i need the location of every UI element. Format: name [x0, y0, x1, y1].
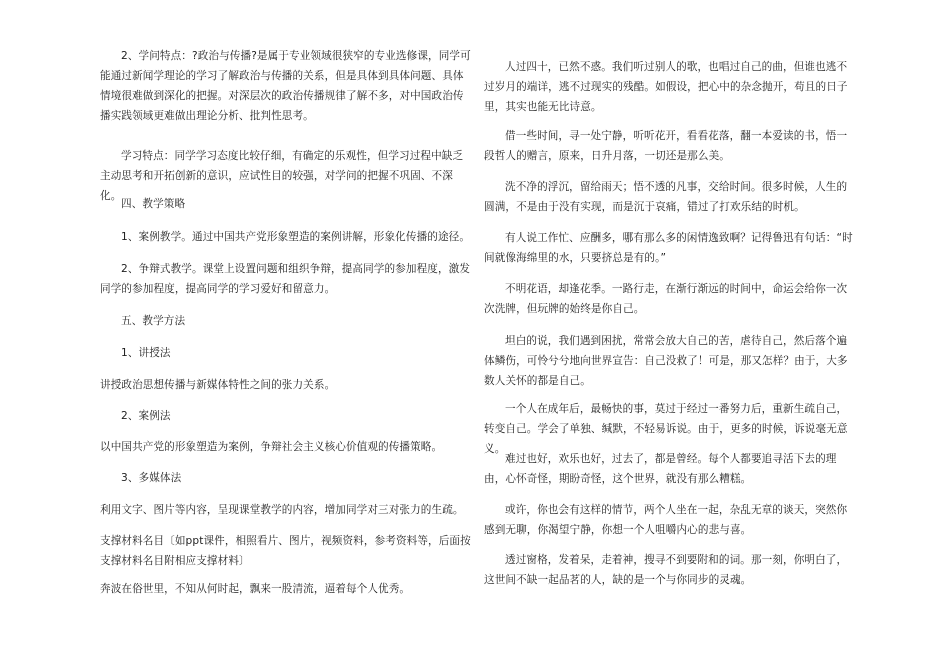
paragraph: 难过也好，欢乐也好，过去了，都是曾经。每个人都要追寻活下去的理由，心怀奇怪，期盼奇怪，这个世界，就没有那么糟糕。: [484, 453, 837, 485]
subheading: 2、案例法: [121, 410, 171, 422]
paragraph: 1、案例教学。通过中国共产党形象塑造的案例讲解，形象化传播的途径。: [121, 231, 471, 243]
paragraph: 坦白的说，我们遇到困扰，常常会放大自己的苦，虐待自己，然后落个遍体鳞伤，可怜兮兮地向世界宣告：自己没救了！可是，那又怎样？由于，大多数人关怀的都是自己。: [484, 335, 848, 387]
paragraph: 洗不净的浮沉，留给雨天；悟不透的凡事，交给时间。很多时候，人生的圆满，不是由于没有实现，而是沉于哀痛，错过了打欢乐结的时机。: [484, 181, 848, 213]
paragraph: 人过四十，已然不惑。我们听过别人的歌，也唱过自己的曲，但谁也逃不过岁月的端详，逃不过现实的残酷。如假设，把心中的杂念抛开，苟且的日子里，其实也能无比诗意。: [484, 61, 848, 113]
section-heading: 五、教学方法: [121, 315, 186, 327]
paragraph: 一个人在成年后，最畅快的事，莫过于经过一番努力后，重新生疏自己，转变自己。学会了单独、缄默，不轻易诉说。由于，更多的时候，诉说毫无意义。: [484, 403, 848, 455]
paragraph: 透过窗格，发着呆，走着神，搜寻不到要附和的词。那一刻，你明白了，这世间不缺一起品茗的人，缺的是一个与你同步的灵魂。: [484, 554, 848, 586]
paragraph: 不明花语，却逢花季。一路行走，在渐行渐远的时间中，命运会给你一次次洗牌，但玩牌的始终是你自己。: [484, 283, 848, 315]
paragraph: 或许，你也会有这样的情节，两个人坐在一起，杂乱无章的谈天，突然你感到无聊，你渴望宁静，你想一个人咀嚼内心的悲与喜。: [484, 504, 848, 536]
paragraph: 2、学问特点：?政治与传播?是属于专业领域很狭窄的专业选修课，同学可能通过新闻学理论的学习了解政治与传播的关系，但是具体到具体问题、具体情境很难做到深化的把握。对深层次的政治传播规律了解不多，对中国政治传播实践领域更难做出理论分析、批判性思考。: [100, 50, 471, 122]
paragraph: 借一些时间，寻一处宁静，听听花开，看看花落，翻一本爱读的书，悟一段哲人的赠言，原来，日升月落，一切还是那么美。: [484, 130, 848, 162]
paragraph: 学习特点：同学学习态度比较仔细，有确定的乐观性，但学习过程中缺乏主动思考和开拓创新的意识，应试性目的较强，对学问的把握不巩固、不深化。: [100, 150, 464, 202]
section-heading: 四、教学策略: [121, 198, 186, 210]
paragraph: 以中国共产党的形象塑造为案例，争辩社会主义核心价值观的传播策略。: [100, 441, 443, 453]
paragraph: 有人说工作忙、应酬多，哪有那么多的闲情逸致啊？记得鲁迅有句话：“时间就像海绵里的水，只要挤总是有的。”: [484, 232, 853, 264]
paragraph: 讲授政治思想传播与新媒体特性之间的张力关系。: [100, 379, 336, 391]
subheading: 1、讲授法: [121, 347, 171, 359]
subheading: 3、多媒体法: [121, 472, 182, 484]
paragraph: 支撑材料名目〔如ppt课件，相照看片、图片，视频资料，参考资料等，后面按支撑材料名目附相应支撑材料〕: [100, 535, 471, 567]
paragraph: 利用文字、图片等内容，呈现课堂教学的内容，增加同学对三对张力的生疏。: [100, 504, 464, 516]
paragraph: 奔波在俗世里，不知从何时起，飘来一股清流，逼着每个人优秀。: [100, 583, 411, 595]
paragraph: 2、争辩式教学。课堂上设置问题和组织争辩，提高同学的参加程度，激发同学的参加程度，提高同学的学习爱好和留意力。: [100, 263, 471, 295]
